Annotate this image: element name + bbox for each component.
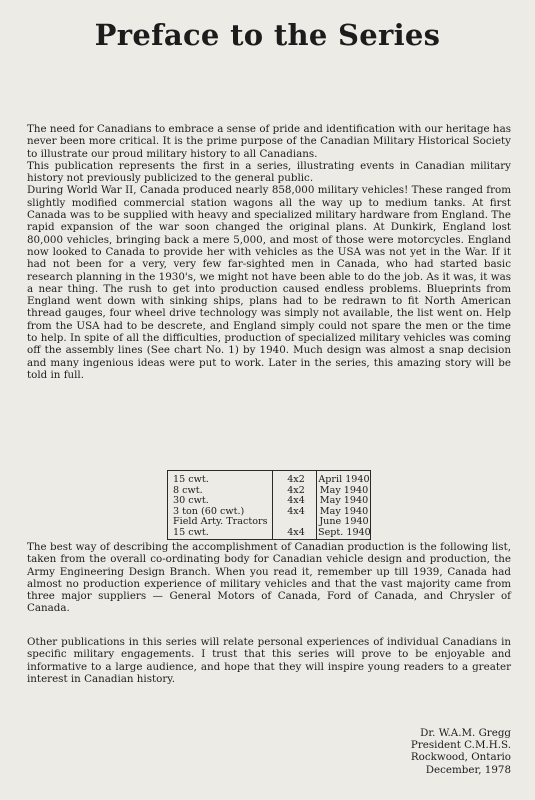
vehicle-cell: 15 cwt. [173,474,209,485]
closing-section-1 [27,541,511,615]
closing-paragraph-2: Other publications in this series will relate personal experiences of individual Canadians in specific military engagements. I trust that this series will prove to be enjoyable and informative to a large audience, and hope that they will inspire young readers to a greater interest in Canadian history. [27,636,511,685]
signature-name: Dr. W.A.M. Gregg [420,727,511,739]
drive-cell: 4x2 [287,474,305,485]
table-row [168,528,370,539]
date-cell: June 1940 [319,516,369,528]
date-cell: May 1940 [319,484,369,496]
drive-cell: 4x4 [287,527,305,538]
intro-paragraph-2: This publication represents the first in a series, illustrating events in Canadian military history not previously publicized to the general public. [27,159,511,185]
date-cell: May 1940 [319,505,369,517]
vehicle-cell: Field Arty. Tractors [173,516,268,528]
drive-cell: 4x4 [287,495,305,507]
signature-location: Rockwood, Ontario [410,751,511,764]
signature-date: December, 1978 [425,763,511,776]
signature-block [411,727,511,776]
signature-position: President C.M.H.S. [410,739,511,752]
page-title: Preface to the Series [94,18,441,52]
vehicle-cell: 15 cwt. [173,527,209,538]
date-cell: May 1940 [319,495,369,507]
drive-cell: 4x4 [287,505,305,517]
vehicle-cell: 3 ton (60 cwt.) [173,505,245,517]
intro-section [27,123,511,381]
intro-paragraph-1: The need for Canadians to embrace a sense of pride and identification with our heritage has never been more critical. It is the prime purpose of the Canadian Military Historical Society to illustrate our proud military history to all Canadians. [27,123,511,160]
drive-cell: 4x2 [287,484,305,496]
vehicle-cell: 8 cwt. [173,484,203,496]
intro-paragraph-3: During World War II, Canada produced nearly 858,000 military vehicles! These ranged from slightly modified commercial station wagons all the way up to medium tanks. At first Canada was to be supplied with heavy and specialized military hardware from England. The rapid expansion of the war soon changed the original plans. At Dunkirk, England lost 80,000 vehicles, bringing back a mere 5,000, and most of those were motorcycles. England now looked to Canada to provide her with vehicles as the USA was not yet in the War. If it had not been for a very, very few far-sighted men in Canada, who had started basic research planning in the 1930's, we might not have been able to do the job. As it was, it was a near thing. The rush to get into production caused endless problems. Blueprints from England went down with sinking ships, plans had to be redrawn to fit North American thread gauges, four wheel drive technology was simply not available, the list went on. Help from the USA had to be descrete, and England simply could not spare the men or the time to help. In spite of all the difficulties, production of specialized military vehicles was coming off the assembly lines (See chart No. 1) by 1940. Much design was almost a snap decision and many ingenious ideas were put to work. Later in the series, this amazing story will be told in full. [27,184,511,381]
date-cell: Sept. 1940 [318,527,371,538]
table-row [168,475,370,486]
closing-section-2 [27,636,511,685]
date-cell: April 1940 [318,474,370,485]
vehicle-cell: 30 cwt. [173,495,209,507]
production-chart [167,470,371,540]
closing-paragraph-1: The best way of describing the accomplishment of Canadian production is the following list, taken from the overall co-ordinating body for Canadian vehicle design and production, the Army Engineering Design Branch. When you read it, remember up till 1939, Canada had almost no production experience of military vehicles and that the vast majority came from three major suppliers — General Motors of Canada, Ford of Canada, and Chrysler of Canada. [27,541,511,615]
